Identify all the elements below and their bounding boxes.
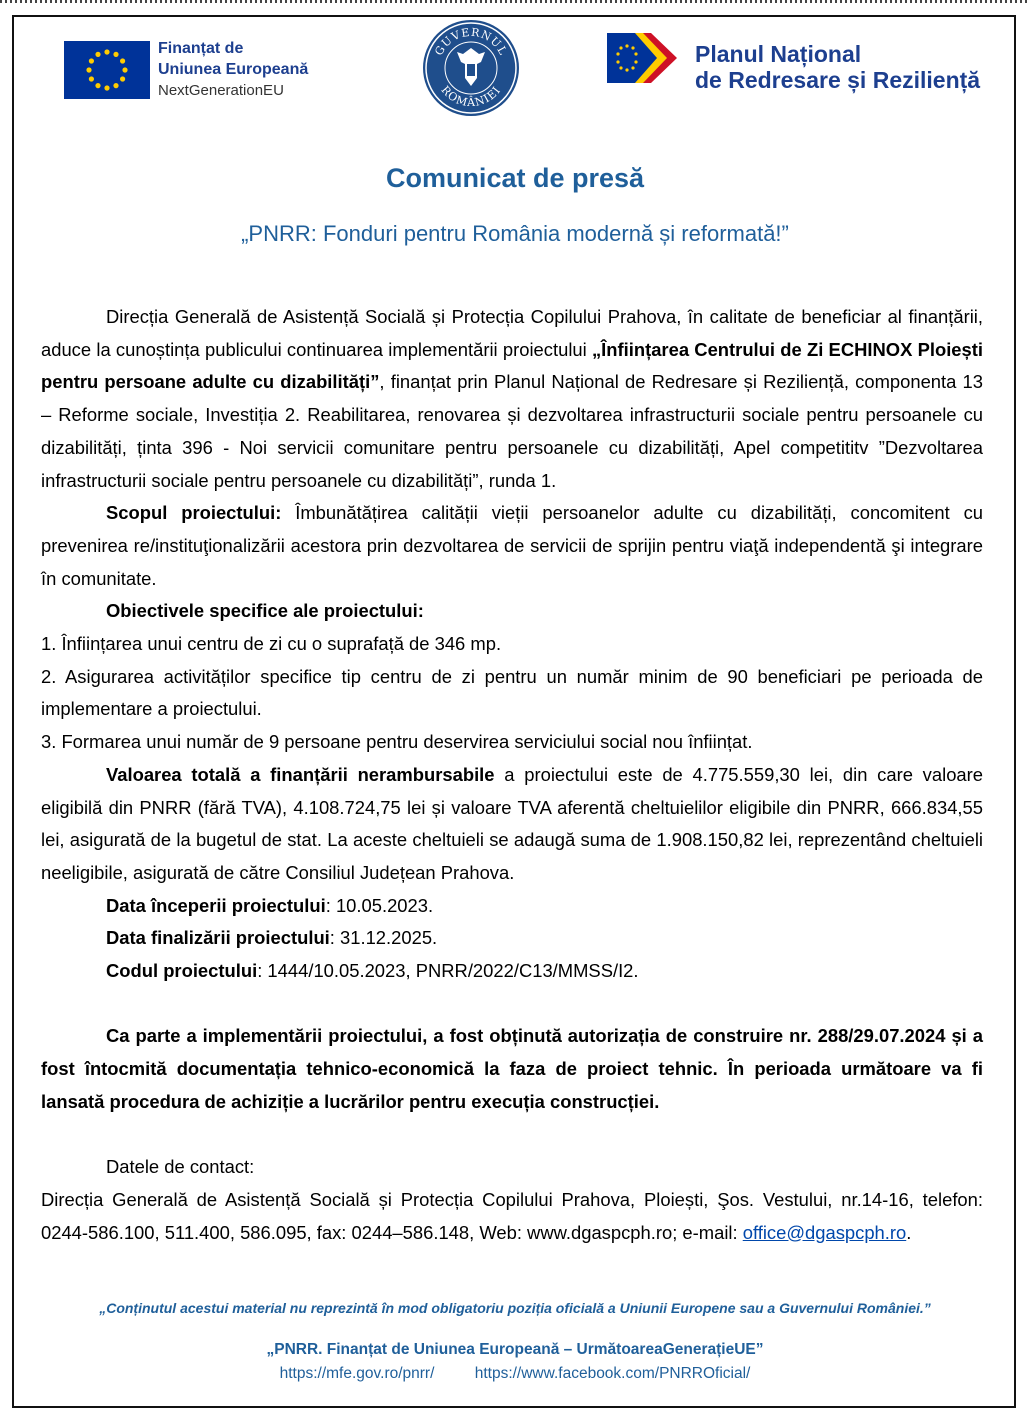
- value-paragraph: [41, 759, 983, 890]
- pnrr-logo-line1: Planul Național: [695, 41, 862, 67]
- contact-paragraph: [41, 1184, 983, 1249]
- contact-end: .: [906, 1221, 912, 1243]
- value-label: Valoarea totală a finanțării nerambursabile: [106, 763, 495, 785]
- project-name: „Înființarea Centrului de Zi ECHINOX Ploiești pentru persoane adulte cu dizabilități”: [41, 338, 984, 393]
- objectives-label: Obiectivele specifice ale proiectului:: [106, 600, 424, 622]
- pnrr-logo-line2: de Redresare și Reziliență: [695, 67, 981, 93]
- objective-item: 3. Formarea unui număr de 9 persoane pentru deservirea serviciului social nou înființat.: [41, 731, 753, 753]
- email-link[interactable]: office@dgaspcph.ro: [742, 1221, 907, 1243]
- intro-paragraph: [41, 301, 983, 497]
- objective-item: 1. Înființarea unui centru de zi cu o suprafață de 346 mp.: [41, 633, 502, 655]
- intro-text-after: , finanțat prin Planul Național de Redresare și Reziliență, componenta 13 – Reforme sociale, Investiția 2. Reabilitarea, renovarea și dezvoltarea infrastructurii sociale pentru persoanele cu dizabilități, ținta 396 - Noi servicii comunitare pentru persoanele cu dizabilități, Apel competititv ”Dezvoltarea infrastructurii sociale pentru persoanele cu dizabilități”, runda 1.: [41, 371, 984, 491]
- page-subtitle: „PNRR: Fonduri pentru România modernă și reformată!”: [241, 221, 789, 246]
- end-date-value: : 31.12.2025.: [329, 927, 438, 949]
- contact-text: Direcția Generală de Asistență Socială și Protecția Copilului Prahova, Ploiești, Şos. Vestului, nr.14-16, telefon: 0244-586.100, 511.400, 586.095, fax: 0244–586.148, Web: www.dgaspcph.ro; e-mail:: [41, 1188, 983, 1243]
- start-date: [41, 890, 983, 923]
- mfe-link[interactable]: https://mfe.gov.ro/pnrr/: [279, 1365, 435, 1382]
- scope-label: Scopul proiectului:: [106, 502, 282, 524]
- start-date-value: : 10.05.2023.: [325, 894, 434, 916]
- value-text: a proiectului este de 4.775.559,30 lei, din care valoare eligibilă din PNRR (fără TVA), 4.108.724,75 lei și valoare TVA aferentă cheltuielilor eligibile din PNRR, 666.834,55 lei, asigurată de la bugetul de stat. La aceste cheltuieli se adaugă suma de 1.908.150,82 lei, reprezentând cheltuieli neeligibile, asigurată de către Consiliul Județean Prahova.: [41, 763, 984, 883]
- footer-title: „PNRR. Finanțat de Uniunea Europeană – UrmătoareaGenerațieUE”: [266, 1341, 764, 1358]
- government-seal-icon: [421, 18, 521, 118]
- start-date-label: Data începerii proiectului: [106, 894, 326, 916]
- eu-logo-line1: Finanțat de: [158, 40, 244, 57]
- end-date-label: Data finalizării proiectului: [106, 927, 330, 949]
- top-dotted-line: [0, 0, 1030, 3]
- project-code-label: Codul proiectului: [106, 960, 258, 982]
- disclaimer: „Conținutul acestui material nu reprezintă în mod obligatoriu poziția oficială a Uniunii Europene sau a Guvernului României.”: [99, 1300, 931, 1316]
- project-code: [41, 955, 983, 988]
- project-code-value: : 1444/10.05.2023, PNRR/2022/C13/MMSS/I2.: [257, 960, 639, 982]
- objectives-heading: [41, 595, 983, 628]
- seal-text-bottom: ROMÂNIEI: [438, 83, 504, 110]
- pnrr-flag-icon: [607, 33, 691, 83]
- intro-text-before: Direcția Generală de Asistență Socială și Protecția Copilului Prahova, în calitate de beneficiar al finanțării, aduce la cunoștința publicului continuarea implementării proiectului: [41, 306, 983, 360]
- eu-logo-line2: Uniunea Europeană: [158, 61, 309, 78]
- scope-text: Îmbunătățirea calității vieții persoanelor adulte cu dizabilități, concomitent cu prevenirea re/instituţionalizării acestora prin dezvoltarea de servicii de sprijin pentru viaţă independentă şi integrare în comunitate.: [41, 502, 984, 589]
- scope-paragraph: [41, 497, 983, 595]
- objective-item: 2. Asigurarea activităților specifice tip centru de zi pentru un număr minim de 90 beneficiari pe perioada de implementare a proiectului.: [41, 665, 983, 720]
- eu-logo-line3: NextGenerationEU: [158, 82, 284, 99]
- facebook-link[interactable]: https://www.facebook.com/PNRROficial/: [474, 1365, 751, 1382]
- eu-flag-icon: [64, 41, 150, 99]
- highlight-paragraph: [41, 1020, 983, 1118]
- document-body: [41, 301, 983, 1249]
- page-title: Comunicat de presă: [385, 163, 645, 193]
- highlight-text: Ca parte a implementării proiectului, a fost obținută autorizația de construire nr. 288/29.07.2024 și a fost întocmită documentația tehnico-economică la faza de proiect tehnic. În perioada următoare va fi lansată procedura de achiziție a lucrărilor pentru execuția construcției.: [41, 1025, 983, 1112]
- end-date: [41, 922, 983, 955]
- seal-text-top: GUVERNUL: [432, 25, 510, 58]
- footer-links: [0, 1365, 1030, 1383]
- contact-label: Datele de contact:: [106, 1156, 255, 1178]
- pnrr-logo: [607, 33, 980, 93]
- eu-logo: [64, 38, 308, 101]
